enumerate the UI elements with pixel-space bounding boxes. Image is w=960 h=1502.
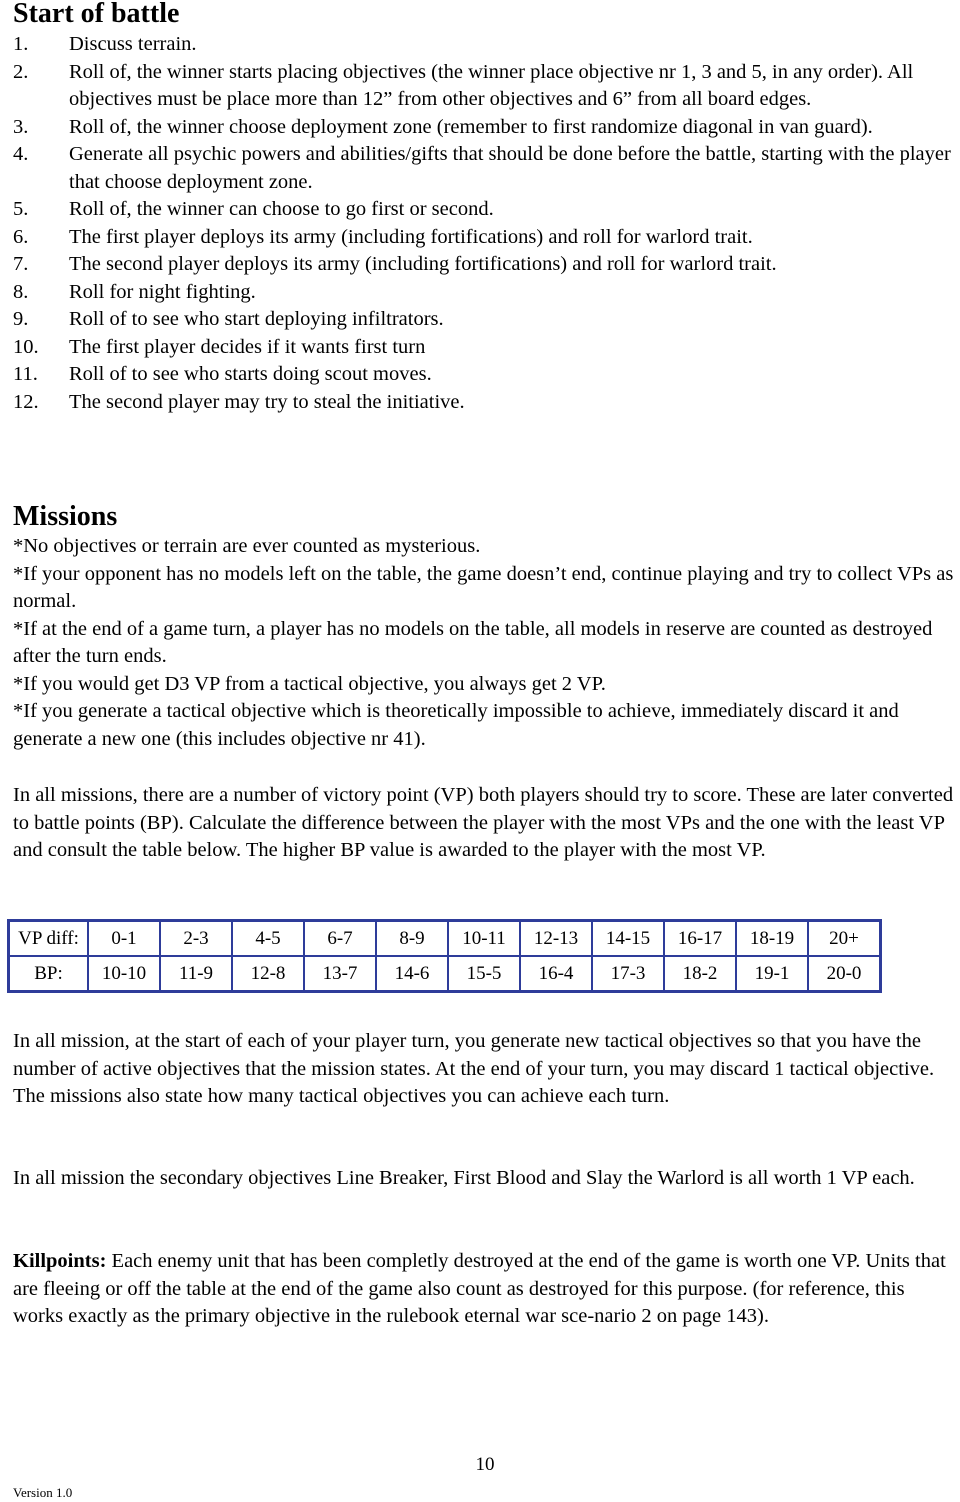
tactical-objectives-text bbox=[13, 1028, 958, 1111]
step-item bbox=[13, 251, 953, 279]
bp-cell: 19-1 bbox=[736, 956, 808, 991]
step-text: Generate all psychic powers and abilities/gifts that should be done before the battle, starting with the player that choose deployment zone. bbox=[69, 143, 951, 193]
vp-diff-cell: 6-7 bbox=[304, 921, 376, 956]
missions-heading: Missions bbox=[13, 501, 118, 532]
step-item bbox=[13, 59, 953, 114]
step-item bbox=[13, 141, 953, 196]
vp-conversion-table bbox=[7, 919, 882, 993]
step-item bbox=[13, 334, 953, 362]
bp-cell: 12-8 bbox=[232, 956, 304, 991]
version-label: Version 1.0 bbox=[13, 1485, 73, 1500]
vp-diff-cell: 8-9 bbox=[376, 921, 448, 956]
vp-diff-cell: 12-13 bbox=[520, 921, 592, 956]
step-item bbox=[13, 224, 953, 252]
step-text: Roll for night fighting. bbox=[69, 280, 256, 303]
bp-cell: 11-9 bbox=[160, 956, 232, 991]
page-number: 10 bbox=[475, 1454, 495, 1475]
step-text: Roll of, the winner starts placing objectives (the winner place objective nr 1, 3 and 5, in any order). All objectives must be place more than 12” from other objectives and 6” from all board edges. bbox=[69, 60, 914, 110]
bp-cell: 16-4 bbox=[520, 956, 592, 991]
tactical-paragraph: In all mission, at the start of each of your player turn, you generate new tactical objectives so that you have the number of active objectives that the mission states. At the end of your turn, you may discard 1 tactical objective. The missions also state how many tactical objectives you can achieve each turn. bbox=[13, 1030, 935, 1107]
bp-cell: 18-2 bbox=[664, 956, 736, 991]
bp-row bbox=[9, 956, 880, 991]
vp-diff-cell: 0-1 bbox=[88, 921, 160, 956]
vp-diff-cell: 2-3 bbox=[160, 921, 232, 956]
start-steps-list bbox=[13, 31, 953, 416]
step-item bbox=[13, 279, 953, 307]
step-text: Roll of to see who starts doing scout moves. bbox=[69, 363, 432, 385]
vp-diff-cell: 14-15 bbox=[592, 921, 664, 956]
vp-diff-row bbox=[9, 921, 880, 956]
step-text: Roll of to see who start deploying infiltrators. bbox=[69, 308, 444, 330]
step-item bbox=[13, 196, 953, 224]
step-text: Roll of, the winner can choose to go first or second. bbox=[69, 198, 494, 220]
mission-note: *No objectives or terrain are ever counted as mysterious. bbox=[13, 535, 481, 557]
bp-cell: 14-6 bbox=[376, 956, 448, 991]
mission-note: *If you would get D3 VP from a tactical objective, you always get 2 VP. bbox=[13, 672, 606, 695]
step-number: 6. bbox=[13, 225, 29, 248]
step-text: Roll of, the winner choose deployment zone (remember to first randomize diagonal in van guard). bbox=[69, 115, 873, 138]
vp-diff-cell: 10-11 bbox=[448, 921, 520, 956]
vp-diff-cell: 18-19 bbox=[736, 921, 808, 956]
secondary-objectives-text bbox=[13, 1165, 958, 1193]
vp-explanation bbox=[13, 782, 958, 865]
step-text: The first player decides if it wants first turn bbox=[69, 335, 426, 358]
step-item bbox=[13, 361, 953, 389]
step-text: The first player deploys its army (including fortifications) and roll for warlord trait. bbox=[69, 225, 753, 248]
step-item bbox=[13, 306, 953, 334]
step-number: 9. bbox=[13, 308, 29, 330]
vp-diff-label: VP diff: bbox=[9, 921, 88, 956]
killpoints-label: Killpoints: bbox=[13, 1250, 107, 1272]
step-number: 12. bbox=[13, 390, 39, 413]
step-number: 3. bbox=[13, 115, 29, 138]
secondary-paragraph: In all mission the secondary objectives Line Breaker, First Blood and Slay the Warlord is all worth 1 VP each. bbox=[13, 1167, 915, 1189]
step-number: 1. bbox=[13, 33, 29, 55]
killpoints-text bbox=[13, 1248, 958, 1331]
step-number: 7. bbox=[13, 253, 29, 275]
step-text: The second player deploys its army (including fortifications) and roll for warlord trait. bbox=[69, 253, 777, 275]
vp-diff-cell: 20+ bbox=[808, 921, 880, 956]
step-number: 5. bbox=[13, 198, 29, 220]
vp-diff-cell: 16-17 bbox=[664, 921, 736, 956]
step-number: 10. bbox=[13, 335, 39, 358]
step-item bbox=[13, 389, 953, 417]
mission-note: *If at the end of a game turn, a player has no models on the table, all models in reserve are counted as destroyed after the turn ends. bbox=[13, 617, 933, 667]
step-number: 11. bbox=[13, 363, 38, 385]
step-text: Discuss terrain. bbox=[69, 33, 197, 55]
bp-label: BP: bbox=[9, 956, 88, 991]
bp-cell: 13-7 bbox=[304, 956, 376, 991]
mission-note: *If your opponent has no models left on the table, the game doesn’t end, continue playing and try to collect VPs as normal. bbox=[13, 562, 954, 612]
step-item bbox=[13, 31, 953, 59]
step-number: 2. bbox=[13, 60, 29, 83]
vp-diff-cell: 4-5 bbox=[232, 921, 304, 956]
step-number: 4. bbox=[13, 143, 29, 165]
missions-notes bbox=[13, 533, 958, 753]
bp-cell: 15-5 bbox=[448, 956, 520, 991]
step-text: The second player may try to steal the initiative. bbox=[69, 390, 465, 413]
killpoints-body: Each enemy unit that has been completly destroyed at the end of the game is worth one VP. Units that are fleeing or off the table at the end of the game also count as destroyed for this purpose. (for reference, this works exactly as the primary objective in the rulebook eternal war sce-nario 2 on page 143). bbox=[13, 1250, 946, 1327]
vp-paragraph: In all missions, there are a number of victory point (VP) both players should try to score. These are later converted to battle points (BP). Calculate the difference between the player with the most VPs and the one with the least VP and consult the table below. The higher BP value is awarded to the player with the most VP. bbox=[13, 784, 954, 861]
start-of-battle-heading: Start of battle bbox=[13, 0, 180, 29]
step-item bbox=[13, 114, 953, 142]
bp-cell: 17-3 bbox=[592, 956, 664, 991]
killpoints-paragraph bbox=[13, 1248, 958, 1331]
step-number: 8. bbox=[13, 280, 29, 303]
mission-note: *If you generate a tactical objective which is theoretically impossible to achieve, immediately discard it and generate a new one (this includes objective nr 41). bbox=[13, 700, 899, 750]
bp-cell: 20-0 bbox=[808, 956, 880, 991]
bp-cell: 10-10 bbox=[88, 956, 160, 991]
